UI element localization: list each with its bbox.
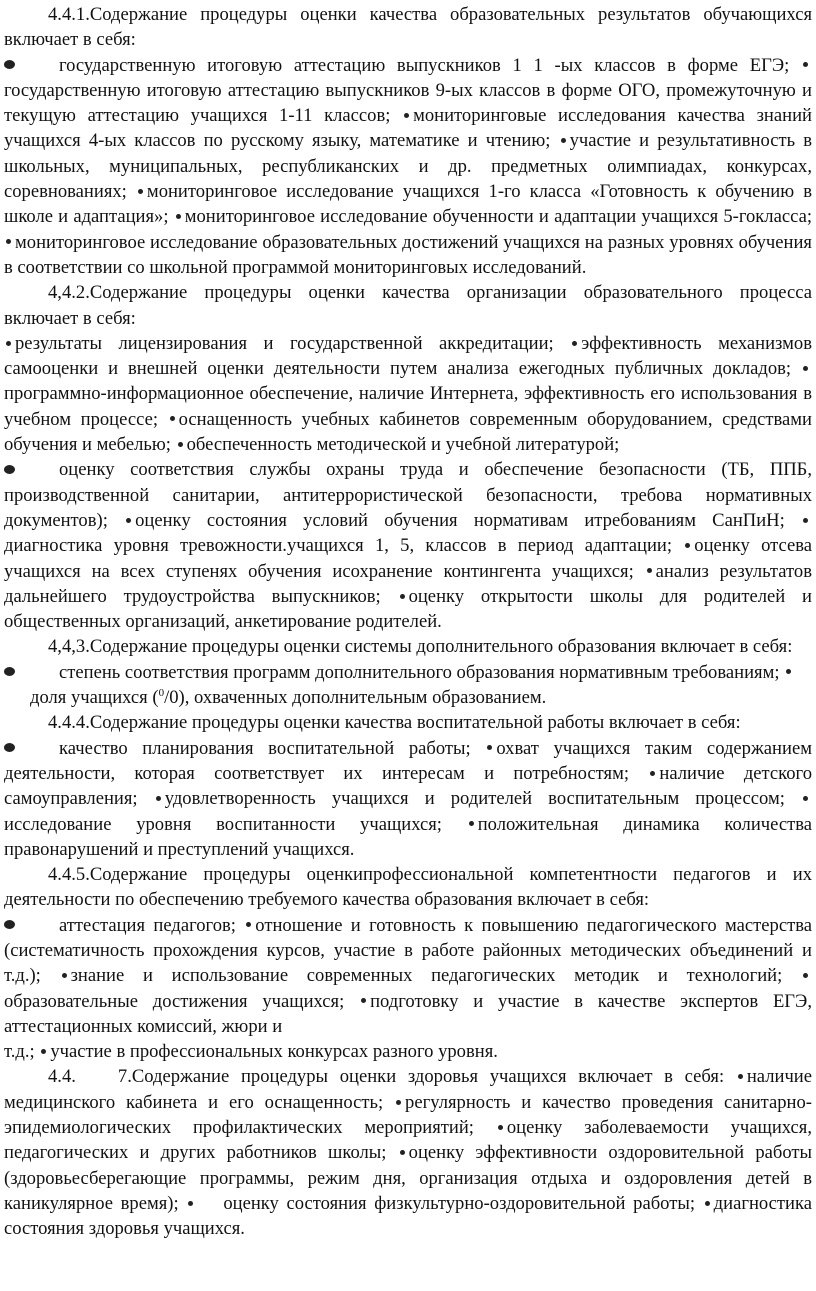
bullet-icon: [404, 113, 409, 118]
bullet-icon: [170, 416, 175, 421]
bullet-icon: [41, 1049, 46, 1054]
list-item: диагностика уровня тревожности.учащихся 1, 5, классов в период адаптации;: [4, 535, 673, 557]
section-heading: 4.4.1.Содержание процедуры оценки качества образовательных результатов обучающихся включает в себя:: [4, 4, 812, 51]
list-item: оценку соответствия службы охраны труда и обеспечение безопасности (ТБ, ППБ, производственной санитарии, антитеррористической безопасности, требова нормативных документов);: [4, 459, 812, 531]
list-item: обеспеченность методической и учебной литературой;: [186, 434, 620, 456]
section-4-4-4-list: [4, 736, 812, 862]
list-item: наличие медицинского кабинета и его оснащенность;: [4, 1066, 812, 1113]
section-4-4-2-list-a: [4, 331, 812, 457]
bullet-icon: [803, 62, 808, 67]
section-heading: 4,4,3.Содержание процедуры оценки системы дополнительного образования включает в себя:: [48, 636, 793, 658]
list-item: оценку отсева учащихся на всех ступенях обучения исохранение контингента учащихся;: [4, 535, 812, 582]
list-item: мониторинговые исследования качества знаний учащихся 4-ых классов по русскому языку, математике и чтению;: [4, 105, 812, 152]
section-4-4-5: [4, 862, 812, 913]
list-item: оценку открытости школы для родителей и общественных организаций, анкетирование родителей.: [4, 585, 813, 633]
list-item: оценку состояния физкультурно-оздоровительной работы;: [223, 1192, 696, 1214]
list-item: оценку состояния условий обучения нормативам итребованиям СанПиН;: [135, 509, 785, 531]
section-4-4-3: [4, 634, 812, 659]
list-item: оценку заболеваемости учащихся, педагогических и других работников школы;: [4, 1117, 812, 1164]
section-4-4-4: [4, 710, 812, 735]
list-item: оснащенность учебных кабинетов современным оборудованием, средствами обучения и мебелью;: [4, 408, 812, 456]
bullet-icon: [803, 973, 808, 978]
bullet-icon: [176, 214, 181, 219]
list-item: государственную итоговую аттестацию выпускников 1 1 -ых классов в форме ЕГЭ;: [59, 54, 790, 76]
bullet-icon: [487, 745, 492, 750]
list-item: программно-информационное обеспечение, наличие Интернета, эффективность его использования в учебном процессе;: [4, 383, 812, 430]
section-heading: 4.4.5.Содержание процедуры оценкипрофессиональной компетентности педагогов и их деятельности по обеспечению требуемого качества образования включает в себя:: [4, 864, 812, 911]
list-item: результаты лицензирования и государственной аккредитации;: [15, 332, 554, 354]
bullet-icon: [561, 138, 566, 143]
section-4-4-5-list: [4, 913, 812, 1039]
bullet-icon: [400, 1150, 405, 1155]
list-item: аттестация педагогов;: [59, 914, 236, 936]
section-heading: 7.Содержание процедуры оценки здоровья учащихся включает в себя:: [117, 1066, 725, 1088]
list-item: образовательные достижения учащихся;: [4, 990, 345, 1012]
bullet-icon: [786, 669, 791, 674]
list-item: удовлетворенность учащихся и родителей воспитательным процессом;: [164, 788, 785, 810]
list-item: анализ результатов дальнейшего трудоустройства выпускников;: [4, 560, 812, 607]
bullet-icon: [188, 1201, 193, 1206]
bullet-icon: [803, 518, 808, 523]
section-4-4-2-list-b: [4, 457, 812, 634]
list-item: участие в профессиональных конкурсах разного уровня.: [50, 1041, 498, 1063]
list-item: подготовку и участие в качестве экспертов ЕГЭ, аттестационных комиссий, жюри и: [4, 990, 812, 1037]
bullet-icon: [396, 1100, 401, 1105]
bullet-icon: [572, 341, 577, 346]
list-item: мониторинговое исследование обученности и адаптации учащихся 5-гокласса;: [184, 206, 812, 228]
list-item: мониторинговое исследование образовательных достижений учащихся на разных уровнях обучения в соответствии со школьной программой мониторинговых исследований.: [4, 231, 812, 278]
section-4-4-7: [4, 1064, 812, 1241]
bullet-icon: [803, 796, 808, 801]
bullet-icon: [705, 1201, 710, 1206]
bullet-icon: [803, 366, 808, 371]
list-item: степень соответствия программ дополнительного образования нормативным требованиям;: [59, 661, 780, 683]
bullet-icon: [6, 239, 11, 244]
bullet-icon: [4, 920, 15, 929]
bullet-icon: [156, 796, 161, 801]
section-4-4-5-tail: [4, 1039, 812, 1064]
bullet-icon: [400, 594, 405, 599]
list-item: отношение и готовность к повышению педагогического мастерства (систематичность прохождения курсов, участие в работе районных методических объединений и т.д.);: [4, 914, 812, 987]
section-4-4-1-list: [4, 53, 812, 281]
bullet-icon: [469, 821, 474, 826]
bullet-icon: [685, 543, 690, 548]
section-4-4-2: [4, 280, 812, 331]
bullet-icon: [4, 465, 15, 474]
list-item: оценку эффективности оздоровительной работы (здоровьесберегающие программы, режим дня, организация отдыха и оздоровления детей в каникулярное время);: [4, 1142, 812, 1214]
bullet-icon: [246, 922, 251, 927]
bullet-icon: [138, 189, 143, 194]
bullet-icon: [738, 1074, 743, 1079]
bullet-icon: [126, 518, 131, 523]
list-item: диагностика состояния здоровья учащихся.: [4, 1192, 813, 1240]
list-item: эффективность механизмов самооценки и внешней оценки деятельности путем анализа ежегодных публичных докладов;: [4, 332, 812, 380]
bullet-icon: [498, 1125, 503, 1130]
bullet-icon: [178, 442, 183, 447]
section-heading: 4,4.2.Содержание процедуры оценки качества организации образовательного процесса включает в себя:: [4, 282, 812, 329]
bullet-icon: [4, 60, 15, 69]
section-4-4-3-list: [4, 660, 812, 711]
section-number: 4.4.: [48, 1066, 76, 1088]
bullet-icon: [647, 568, 652, 573]
list-item: наличие детского самоуправления;: [4, 762, 813, 810]
list-item: регулярность и качество проведения санитарно-эпидемиологических профилактических мероприятий;: [4, 1091, 812, 1139]
bullet-icon: [4, 743, 15, 752]
list-item: исследование уровня воспитанности учащихся;: [4, 813, 442, 835]
bullet-icon: [4, 667, 15, 676]
list-item: государственную итоговую аттестацию выпускников 9-ых классов в форме ОГО, промежуточную и текущую аттестацию учащихся 1-11 классов;: [4, 79, 812, 127]
bullet-icon: [650, 771, 655, 776]
list-item: положительная динамика количества правонарушений и преступлений учащихся.: [4, 813, 812, 860]
list-item: доля учащихся ($^0$/0), охваченных дополнительным образованием.: [30, 686, 547, 709]
bullet-icon: [6, 341, 11, 346]
list-item: охват учащихся таким содержанием деятельности, которая соответствует их интересам и потребностям;: [4, 737, 812, 784]
list-item-prefix: т.д.;: [4, 1041, 35, 1063]
list-item: мониторинговое исследование учащихся 1-го класса «Готовность к обучению в школе и адаптация»;: [4, 181, 812, 228]
list-item: знание и использование современных педагогических методик и технологий;: [70, 965, 783, 987]
section-heading: 4.4.4.Содержание процедуры оценки качества воспитательной работы включает в себя:: [48, 712, 741, 734]
list-item: качество планирования воспитательной работы;: [59, 737, 471, 759]
section-4-4-1: [4, 2, 812, 53]
bullet-icon: [62, 973, 67, 978]
bullet-icon: [361, 998, 366, 1003]
list-item: участие и результативность в школьных, муниципальных, республиканских и др. предметных олимпиадах, конкурсах, соревнованиях;: [4, 130, 812, 203]
